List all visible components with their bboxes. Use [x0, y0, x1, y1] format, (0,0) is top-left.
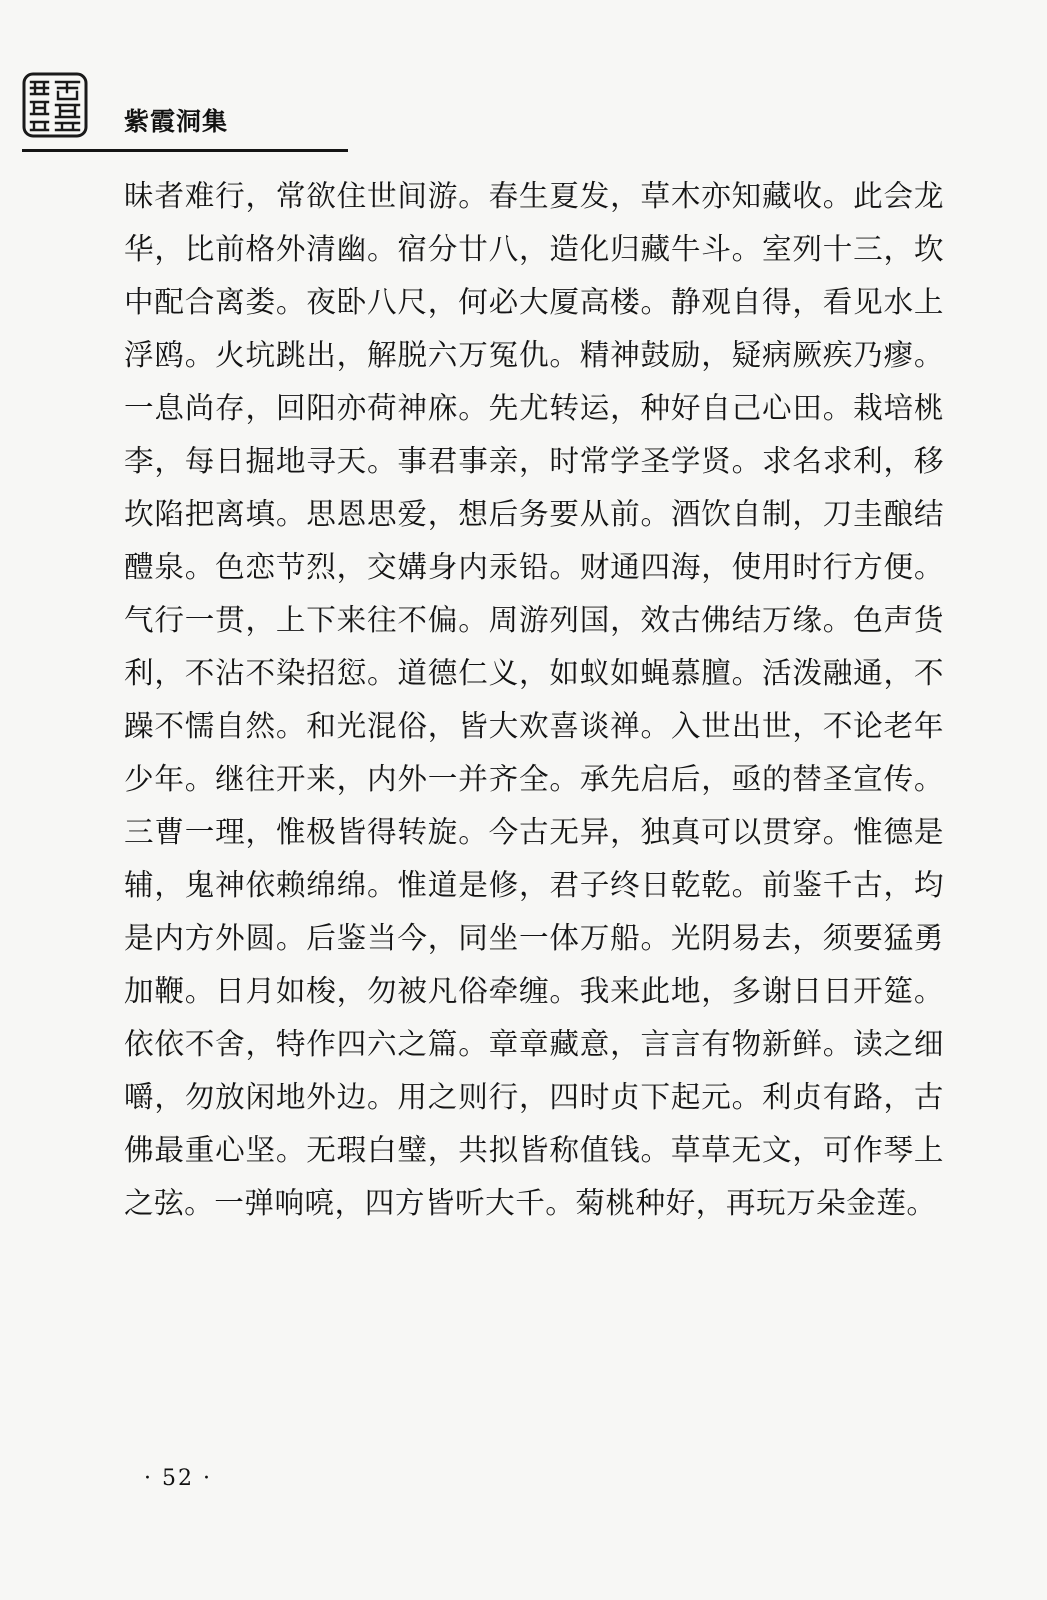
page-number: · 52 · [144, 1466, 212, 1491]
body-paragraph: 昧者难行，常欲住世间游。春生夏发，草木亦知藏收。此会龙华，比前格外清幽。宿分廿八，造化归藏牛斗。室列十三，坎中配合离娄。夜卧八尺，何必大厦高楼。静观自得，看见水上浮鸥。火坑跳出，解脱六万冤仇。精神鼓励，疑病厥疾乃瘳。一息尚存，回阳亦荷神庥。先尤转运，种好自己心田。栽培桃李，每日掘地寻天。事君事亲，时常学圣学贤。求名求利，移坎陷把离填。思恩思爱，想后务要从前。酒饮自制，刀圭酿结醴泉。色恋节烈，交媾身内汞铅。财通四海，使用时行方便。气行一贯，上下来往不偏。周游列国，效古佛结万缘。色声货利，不沾不染招愆。道德仁义，如蚁如蝇慕膻。活泼融通，不躁不懦自然。和光混俗，皆大欢喜谈禅。入世出世，不论老年少年。继往开来，内外一并齐全。承先启后，亟的替圣宣传。三曹一理，惟极皆得转旋。今古无异，独真可以贯穿。惟德是辅，鬼神依赖绵绵。惟道是修，君子终日乾乾。前鉴千古，均是内方外圆。后鉴当今，同坐一体万船。光阴易去，须要猛勇加鞭。日月如梭，勿被凡俗牵缠。我来此地，多谢日日开筵。依依不舍，特作四六之篇。章章藏意，言言有物新鲜。读之细嚼，勿放闲地外边。用之则行，四时贞下起元。利贞有路，古佛最重心坚。无瑕白璧，共拟皆称值钱。草草无文，可作琴上之弦。一弹响喨，四方皆听大千。菊桃种好，再玩万朵金莲。 [124, 179, 944, 1220]
seal-stamp-icon [22, 72, 88, 138]
header-rule [22, 149, 348, 152]
running-title: 紫霞洞集 [124, 107, 229, 136]
